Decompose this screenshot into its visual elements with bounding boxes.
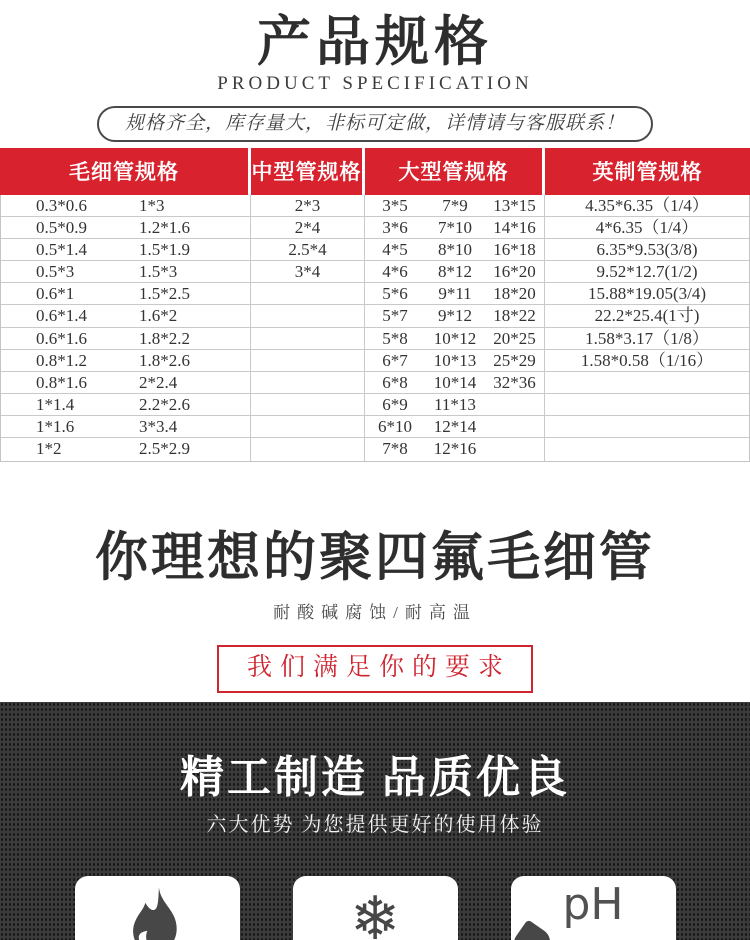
column-header-imperial: 英制管规格 — [592, 160, 703, 185]
table-row — [1, 217, 749, 239]
spec-cell: 1.5*1.9 — [125, 239, 251, 261]
table-row — [1, 372, 749, 394]
spec-cell: 5*6 — [365, 283, 425, 305]
feature-cards — [0, 876, 750, 940]
spec-cell: 1.6*2 — [125, 305, 251, 327]
quality-subheading: 六大优势 为您提供更好的使用体验 — [206, 814, 544, 837]
spec-cell: 9*11 — [425, 283, 485, 305]
spec-cell: 11*13 — [425, 394, 485, 416]
spec-cell — [251, 305, 365, 327]
spec-cell: 8*12 — [425, 261, 485, 283]
spec-cell: 14*16 — [485, 217, 545, 239]
spec-cell — [485, 394, 545, 416]
spec-cell: 6*7 — [365, 350, 425, 372]
spec-cell: 4.35*6.35（1/4） — [545, 195, 749, 217]
spec-cell — [545, 394, 749, 416]
spec-cell: 0.6*1 — [1, 283, 125, 305]
column-header-capillary: 毛细管规格 — [0, 148, 251, 195]
table-row — [1, 438, 749, 460]
spec-cell: 0.5*0.9 — [1, 217, 125, 239]
spec-cell: 3*6 — [365, 217, 425, 239]
spec-cell: 6*10 — [365, 416, 425, 438]
spec-cell — [251, 350, 365, 372]
spec-cell: 3*3.4 — [125, 416, 251, 438]
spec-cell: 1.5*3 — [125, 261, 251, 283]
page-title: 产品规格 — [257, 12, 493, 72]
spec-cell: 1.5*2.5 — [125, 283, 251, 305]
spec-table-header — [0, 148, 750, 195]
spec-table-body — [0, 195, 750, 462]
spec-cell: 2*2.4 — [125, 372, 251, 394]
quality-section — [0, 702, 750, 940]
notice-banner: 规格齐全，库存量大，非标可定做，详情请与客服联系！ — [97, 106, 653, 142]
snowflake-icon: ❄ — [349, 884, 401, 940]
spec-cell: 16*18 — [485, 239, 545, 261]
spec-cell: 16*20 — [485, 261, 545, 283]
spec-cell: 2.2*2.6 — [125, 394, 251, 416]
table-row — [1, 305, 749, 327]
table-row — [1, 394, 749, 416]
spec-table — [0, 148, 750, 462]
spec-cell: 1.58*3.17（1/8） — [545, 328, 749, 350]
hero-section — [0, 0, 750, 95]
spec-cell: 1.8*2.6 — [125, 350, 251, 372]
spec-cell — [251, 372, 365, 394]
spec-cell: 10*12 — [425, 328, 485, 350]
spec-cell: 4*5 — [365, 239, 425, 261]
spec-cell: 7*10 — [425, 217, 485, 239]
table-row — [1, 416, 749, 438]
column-header-medium: 中型管规格 — [251, 148, 365, 195]
spec-cell: 10*14 — [425, 372, 485, 394]
spec-cell: 15.88*19.05(3/4) — [545, 283, 749, 305]
promo-cta-box: 我们满足你的要求 — [217, 645, 533, 693]
spec-cell: 12*16 — [433, 439, 477, 459]
spec-cell: 12*14 — [425, 416, 485, 438]
spec-cell: 0.5*1.4 — [1, 239, 125, 261]
spec-cell — [545, 372, 749, 394]
spec-cell: 6*8 — [365, 372, 425, 394]
spec-cell: 9.52*12.7(1/2) — [545, 261, 749, 283]
spec-cell: 0.6*1.4 — [1, 305, 125, 327]
ph-icon: pH — [562, 879, 624, 931]
promo-section — [0, 528, 750, 694]
spec-cell: 7*9 — [425, 195, 485, 217]
spec-cell: 1.2*1.6 — [125, 217, 251, 239]
spec-cell: 1*1.6 — [1, 416, 125, 438]
spec-cell: 0.5*3 — [1, 261, 125, 283]
spec-cell: 6*9 — [365, 394, 425, 416]
spec-cell: 7*8 — [382, 439, 408, 459]
spec-cell: 1*2 — [36, 439, 62, 459]
table-row — [1, 261, 749, 283]
spec-cell: 0.6*1.6 — [1, 328, 125, 350]
spec-cell — [485, 416, 545, 438]
spec-cell: 4*6.35（1/4） — [545, 217, 749, 239]
feature-card-ph — [511, 876, 676, 940]
spec-cell: 22.2*25.4(1寸) — [545, 305, 749, 327]
spec-cell: 1.8*2.2 — [125, 328, 251, 350]
spec-cell — [251, 283, 365, 305]
spec-cell: 0.8*1.2 — [1, 350, 125, 372]
spec-cell: 20*25 — [485, 328, 545, 350]
spec-cell: 2.5*4 — [251, 239, 365, 261]
table-row — [1, 283, 749, 305]
spec-cell: 3*4 — [251, 261, 365, 283]
spec-cell — [251, 394, 365, 416]
table-row — [1, 350, 749, 372]
spec-cell: 13*15 — [485, 195, 545, 217]
spec-cell: 2*3 — [251, 195, 365, 217]
promo-heading: 你理想的聚四氟毛细管 — [95, 528, 655, 587]
ph-test-strip-icon — [511, 920, 556, 940]
spec-cell: 1.58*0.58（1/16） — [545, 350, 749, 372]
spec-cell: 10*13 — [425, 350, 485, 372]
spec-cell: 0.3*0.6 — [1, 195, 125, 217]
spec-cell: 4*6 — [365, 261, 425, 283]
spec-cell: 3*5 — [365, 195, 425, 217]
spec-cell: 1*3 — [125, 195, 251, 217]
quality-heading: 精工制造 品质优良 — [180, 753, 570, 803]
spec-cell: 8*10 — [425, 239, 485, 261]
spec-cell: 1*1.4 — [1, 394, 125, 416]
spec-cell: 2.5*2.9 — [125, 438, 251, 460]
spec-cell: 9*12 — [425, 305, 485, 327]
spec-cell — [545, 416, 749, 438]
page-subtitle: PRODUCT SPECIFICATION — [217, 72, 533, 94]
spec-cell: 6.35*9.53(3/8) — [545, 239, 749, 261]
table-row — [1, 328, 749, 350]
spec-cell: 18*20 — [485, 283, 545, 305]
spec-cell — [251, 416, 365, 438]
spec-cell: 2*4 — [251, 217, 365, 239]
spec-cell: 5*7 — [365, 305, 425, 327]
spec-cell: 18*22 — [485, 305, 545, 327]
spec-cell — [485, 438, 545, 460]
column-header-large: 大型管规格 — [365, 148, 545, 195]
feature-card-cold-resistance — [293, 876, 458, 940]
table-row — [1, 239, 749, 261]
promo-tagline: 耐酸碱腐蚀/耐高温 — [273, 603, 477, 623]
spec-cell — [545, 438, 749, 460]
spec-cell — [251, 438, 365, 460]
spec-cell: 32*36 — [485, 372, 545, 394]
flame-icon — [128, 885, 186, 940]
spec-cell: 0.8*1.6 — [1, 372, 125, 394]
spec-cell: 5*8 — [365, 328, 425, 350]
table-row — [1, 195, 749, 217]
feature-card-heat-resistance — [75, 876, 240, 940]
spec-cell — [251, 328, 365, 350]
spec-cell: 25*29 — [485, 350, 545, 372]
